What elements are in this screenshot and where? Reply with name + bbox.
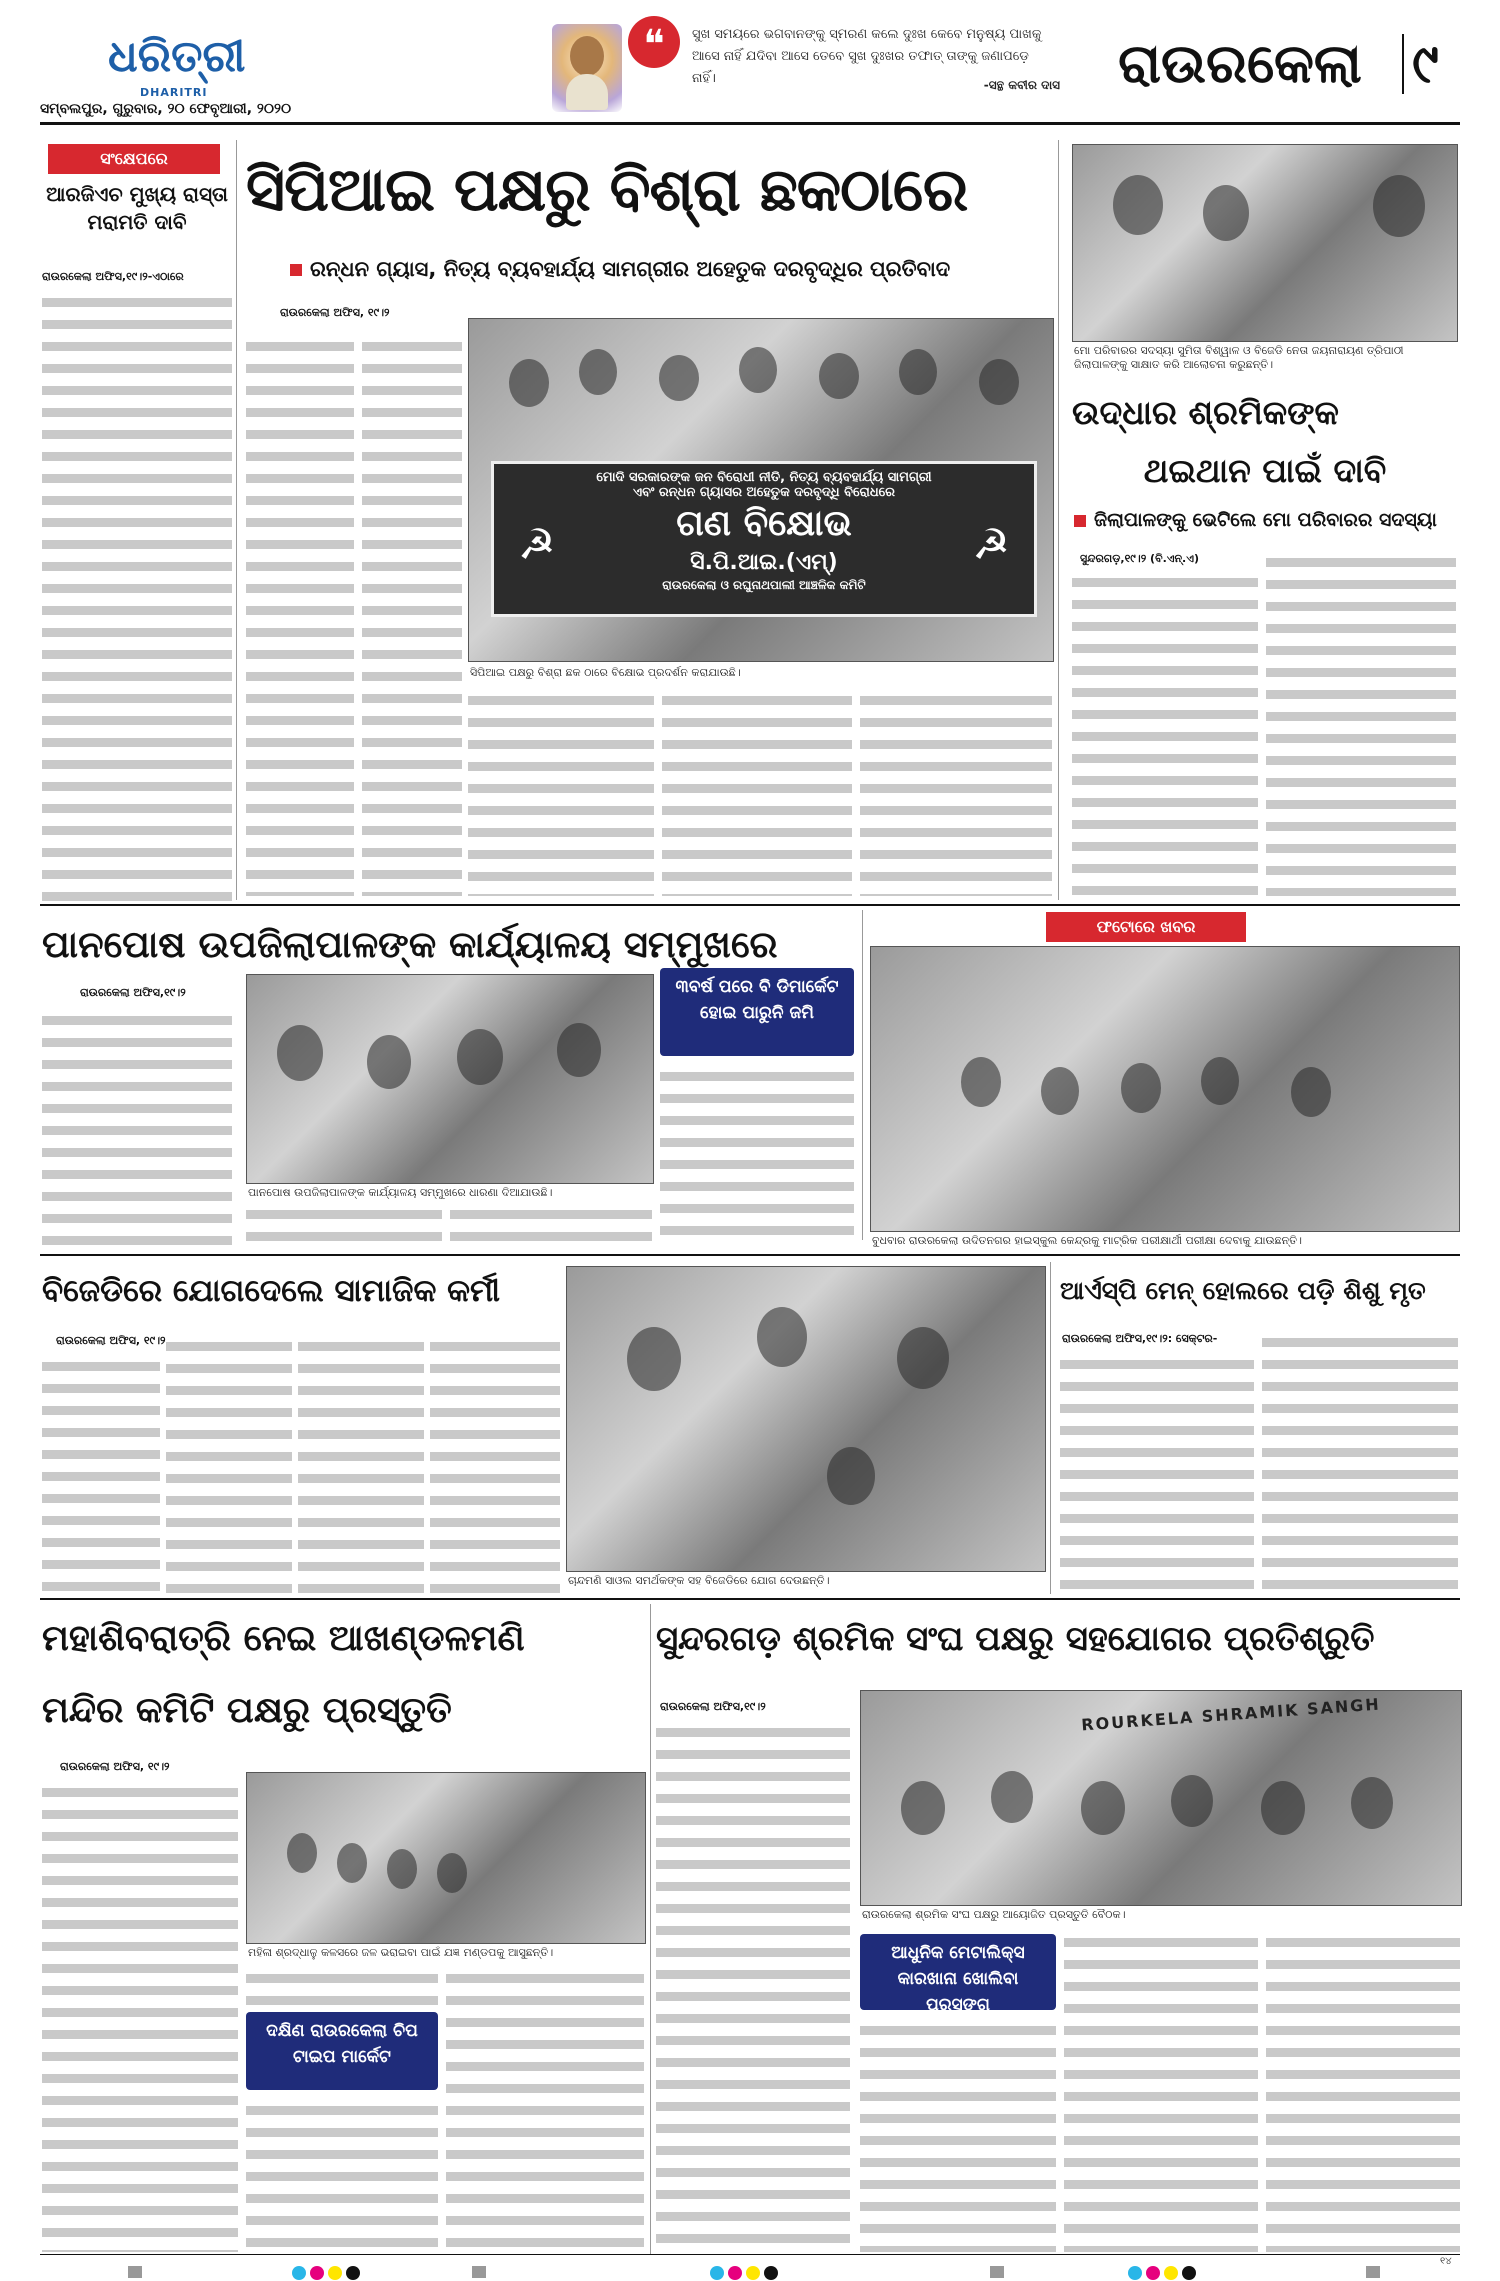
saint-portrait-icon [552, 24, 622, 112]
story3-headline: ପାନପୋଷ ଉପଜିଲାପାଳଙ୍କ କାର୍ଯ୍ୟାଳୟ ସମ୍ମୁଖରେ [42, 923, 778, 966]
story1-dateline: ରାଉରକେଲା ଅଫିସ, ୧୯।୨ [280, 306, 390, 319]
story5-body-col1 [1060, 1348, 1254, 1596]
story4-headline: ବିଜେଡିରେ ଯୋଗଦେଲେ ସାମାଜିକ କର୍ମୀ [42, 1273, 501, 1309]
story1-body-col2 [362, 330, 462, 896]
story1-subhead-text: ରନ୍ଧନ ଗ୍ୟାସ, ନିତ୍ୟ ବ୍ୟବହାର୍ଯ୍ୟ ସାମଗ୍ରୀର ଅହେତୁକ ଦରବୃଦ୍ଧିର ପ୍ରତିବାଦ [310, 257, 951, 281]
banner-line3: ଗଣ ବିକ୍ଷୋଭ [676, 503, 852, 544]
story1-body-col4 [662, 684, 852, 896]
story7-headline: ସୁନ୍ଦରଗଡ଼ ଶ୍ରମିକ ସଂଘ ପକ୍ଷରୁ ସହଯୋଗର ପ୍ରତିଶ୍ରୁତି [656, 1619, 1375, 1659]
photo-news-tag: ଫଟୋରେ ଖବର [1046, 912, 1246, 942]
story4-body-col3 [298, 1330, 424, 1596]
registration-bar [128, 2266, 142, 2278]
portrait-body-icon [566, 74, 608, 110]
story3-photo-caption: ପାନପୋଷ ଉପଜିଲାପାଳଙ୍କ କାର୍ଯ୍ୟାଳୟ ସମ୍ମୁଖରେ ଧାରଣା ଦିଆଯାଉଛି। [248, 1186, 553, 1199]
story6-body-col1 [42, 1776, 238, 2252]
story6-dateline: ରାଉରକେଲା ଅଫିସ, ୧୯।୨ [60, 1760, 170, 1773]
registration-mark-magenta [310, 2266, 324, 2280]
story2-headline-line2: ଥଇଥାନ ପାଇଁ ଦାବି [1143, 451, 1387, 490]
story7-dateline: ରାଉରକେଲା ଅଫିସ,୧୯।୨ [660, 1700, 766, 1713]
registration-mark-black [346, 2266, 360, 2280]
column-divider [1050, 1262, 1051, 1594]
story7-body-col2 [860, 2014, 1056, 2252]
story4-body-col4 [430, 1330, 560, 1596]
registration-bar [472, 2266, 486, 2278]
story3-body-col2a [246, 1198, 442, 1246]
story7-body-col4 [1266, 1926, 1460, 2252]
story3-dharana-photo [246, 974, 654, 1184]
registration-mark-cyan [710, 2266, 724, 2280]
registration-mark-black [1182, 2266, 1196, 2280]
story7-union-photo [860, 1690, 1462, 1906]
story6-body-col2b [246, 2094, 438, 2252]
footer-rule [40, 2254, 1460, 2255]
banner-line4: ସି.ପି.ଆଇ.(ଏମ୍) [690, 550, 838, 575]
story4-photo-caption: ଚାନ୍ଦମଣି ସାଓଲ ସମର୍ଥକଙ୍କ ସହ ବିଜେଡିରେ ଯୋଗ ଦେଉଛନ୍ତି। [568, 1574, 830, 1587]
story1-body-col1 [246, 330, 354, 896]
story1-subhead [290, 254, 1060, 284]
registration-mark-cyan [292, 2266, 306, 2280]
story2-subhead-text: ଜିଲାପାଳଙ୍କୁ ଭେଟିଲେ ମୋ ପରିବାରର ସଦସ୍ୟା [1094, 509, 1437, 531]
column-divider [1058, 140, 1059, 900]
hammer-sickle-icon: ☭ [972, 520, 1010, 569]
brief-tag: ସଂକ୍ଷେପରେ [48, 144, 220, 174]
registration-mark-cyan [1128, 2266, 1142, 2280]
story7-photo-caption: ରାଉରକେଲା ଶ୍ରମିକ ସଂଘ ପକ୍ଷରୁ ଆୟୋଜିତ ପ୍ରସ୍ତୁତି ବୈଠକ। [862, 1908, 1126, 1921]
story6-body-col2a [246, 1962, 438, 2014]
story4-body-col2 [166, 1330, 292, 1596]
column-divider [650, 1604, 651, 2254]
page-number: ୯ [1412, 32, 1439, 95]
registration-mark-yellow [746, 2266, 760, 2280]
section-rule [40, 1254, 1460, 1256]
story3-body-col2b [450, 1198, 652, 1246]
story5-dateline: ରାଉରକେଲା ଅଫିସ,୧୯।୨: ସେକ୍ଟର- [1062, 1332, 1218, 1345]
masthead-divider [1402, 34, 1404, 94]
registration-mark-yellow [1164, 2266, 1178, 2280]
quote-text: ସୁଖ ସମୟରେ ଭଗବାନଙ୍କୁ ସ୍ମରଣ କଲେ ଦୁଃଖ କେବେ ମନୁଷ୍ୟ ପାଖକୁ ଆସେ ନାହିଁ ଯଦିବା ଆସେ ତେବେ ସୁଖ ଦୁଃଖର ତଫାତ୍ ତାଙ୍କୁ ଜଣାପଡ଼େ ନାହିଁ। [692, 27, 1042, 86]
story2-meeting-photo [1072, 144, 1458, 342]
story2-dateline: ସୁନ୍ଦରଗଡ଼,୧୯।୨ (ବି.ଏନ୍.ଏ) [1080, 552, 1199, 565]
story2-body-col1 [1072, 566, 1258, 896]
newspaper-logo [108, 28, 278, 99]
registration-bar [1366, 2266, 1380, 2278]
story7-callout: ଆଧୁନିକ ମେଟାଲିକ୍ସ କାରଖାନା ଖୋଲିବା ପ୍ରସଙ୍ଗ [860, 1934, 1056, 2010]
story1-body-col5 [860, 684, 1052, 896]
story5-body-col2 [1262, 1326, 1458, 1596]
edition-date: ସମ୍ବଲପୁର, ଗୁରୁବାର, ୨୦ ଫେବୃଆରୀ, ୨୦୨୦ [40, 101, 292, 117]
story6-headline-line2: ମନ୍ଦିର କମିଟି ପକ୍ଷରୁ ପ୍ରସ୍ତୁତି [42, 1690, 452, 1731]
story2-headline-line1: ଉଦ୍ଧାର ଶ୍ରମିକଙ୍କ [1072, 393, 1339, 432]
column-divider [862, 910, 863, 1240]
masthead-rule [40, 122, 1460, 125]
story6-photo-caption: ମହିଳା ଶ୍ରଦ୍ଧାଳୁ କଳସରେ ଜଳ ଭରାଇବା ପାଇଁ ଯଜ୍ଞ ମଣ୍ଡପକୁ ଆସୁଛନ୍ତି। [248, 1946, 554, 1959]
registration-mark-yellow [328, 2266, 342, 2280]
registration-mark-magenta [1146, 2266, 1160, 2280]
section-rule [40, 1598, 1460, 1600]
story2-subhead [1074, 506, 1458, 534]
brief-headline: ଆରଜିଏଚ ମୁଖ୍ୟ ରାସ୍ତା ମରାମତି ଦାବି [46, 182, 228, 234]
portrait-halo-icon [570, 36, 604, 76]
red-bullet-icon [290, 264, 302, 276]
banner-line1: ମୋଦି ସରକାରଙ୍କ ଜନ ବିରୋଧୀ ନୀତି, ନିତ୍ୟ ବ୍ୟବହାର୍ଯ୍ୟ ସାମଗ୍ରୀ [596, 470, 932, 485]
story5-headline: ଆର୍ଏସ୍‌ପି ମେନ୍ ହୋଲରେ ପଡ଼ି ଶିଶୁ ମୃତ [1060, 1276, 1426, 1305]
story2-body-col2 [1266, 546, 1456, 896]
brief-dateline: ରାଉରକେଲା ଅଫିସ,୧୯।୨-ଏଠାରେ [42, 270, 184, 283]
red-bullet-icon [1074, 515, 1086, 527]
hammer-sickle-icon: ☭ [518, 520, 556, 569]
story6-temple-photo [246, 1772, 646, 1944]
registration-mark-black [764, 2266, 778, 2280]
story3-body-col1 [42, 1004, 232, 1246]
story3-body-col3 [660, 1060, 854, 1246]
banner-line2: ଏବଂ ରନ୍ଧନ ଗ୍ୟାସର ଅହେତୁକ ଦରବୃଦ୍ଧି ବିରୋଧରେ [632, 485, 896, 500]
column-divider [236, 140, 237, 900]
footer-page-mark: ୧୪ [1440, 2256, 1452, 2267]
quote-mark-icon: ❝ [628, 16, 680, 68]
brief-body-text [42, 286, 232, 904]
union-banner: ROURKELA SHRAMIK SANGH [1080, 1694, 1382, 1735]
logo-subtitle: DHARITRI [140, 86, 208, 99]
story1-headline: ସିପିଆଇ ପକ୍ଷରୁ ବିଶ୍ରା ଛକଠାରେ [246, 155, 968, 225]
photo-news-students-photo [870, 946, 1460, 1232]
story6-callout: ଦକ୍ଷିଣ ରାଉରକେଲା ଚିପ ଟାଇପ ମାର୍କେଟ [246, 2012, 438, 2090]
story4-dateline: ରାଉରକେଲା ଅଫିସ, ୧୯।୨ [56, 1334, 166, 1347]
story7-body-col1 [656, 1716, 850, 2252]
registration-mark-magenta [728, 2266, 742, 2280]
story3-callout: ୩ବର୍ଷ ପରେ ବି ଡିମାର୍କେଟ ହୋଇ ପାରୁନି ଜମି [660, 968, 854, 1056]
story3-dateline: ରାଉରକେଲା ଅଫିସ,୧୯।୨ [80, 986, 186, 999]
story4-joining-photo [566, 1266, 1046, 1572]
story1-body-col3 [468, 684, 654, 896]
masthead [0, 0, 1500, 130]
story7-body-col3 [1064, 1926, 1258, 2252]
story6-body-col3 [446, 1962, 644, 2252]
banner-line5: ରାଉରକେଲା ଓ ରଘୁନାଥପାଲୀ ଆଞ୍ଚଳିକ କମିଟି [662, 578, 866, 592]
story1-photo-caption: ସିପିଆଇ ପକ୍ଷରୁ ବିଶ୍ରା ଛକ ଠାରେ ବିକ୍ଷୋଭ ପ୍ରଦର୍ଶନ କରାଯାଉଛି। [470, 666, 741, 679]
story6-headline-line1: ମହାଶିବରାତ୍ରି ନେଇ ଆଖଣ୍ଡଳମଣି [42, 1618, 525, 1659]
city-name: ରାଉରକେଲା [1118, 32, 1362, 95]
quote-author: -ସନ୍ଥ କବୀର ଦାସ [983, 78, 1060, 92]
story2-photo-caption: ମୋ ପରିବାରର ସଦସ୍ୟା ସୁମିତା ବିଶ୍ୱାଳ ଓ ବିଜେଡି ନେତା ଜୟନାରାୟଣ ତ୍ରିପାଠୀ ଜିଲାପାଳଙ୍କୁ ସାକ୍ଷାତ କରି ଆଲୋଚନା କରୁଛନ୍ତି। [1074, 344, 1404, 371]
story1-protest-photo [468, 318, 1054, 662]
story4-body-col1 [42, 1350, 160, 1596]
registration-bar [990, 2266, 1004, 2278]
section-rule [40, 904, 1460, 906]
protest-banner [491, 461, 1037, 617]
logo-text: ଧରିତ୍ରୀ [108, 31, 246, 82]
photo-news-caption: ବୁଧବାର ରାଉରକେଲା ଉଦିତନଗର ହାଇସ୍କୁଲ କେନ୍ଦ୍ରକୁ ମାଟ୍ରିକ ପରୀକ୍ଷାର୍ଥୀ ପରୀକ୍ଷା ଦେବାକୁ ଯାଉଛନ୍ତି। [872, 1234, 1302, 1247]
